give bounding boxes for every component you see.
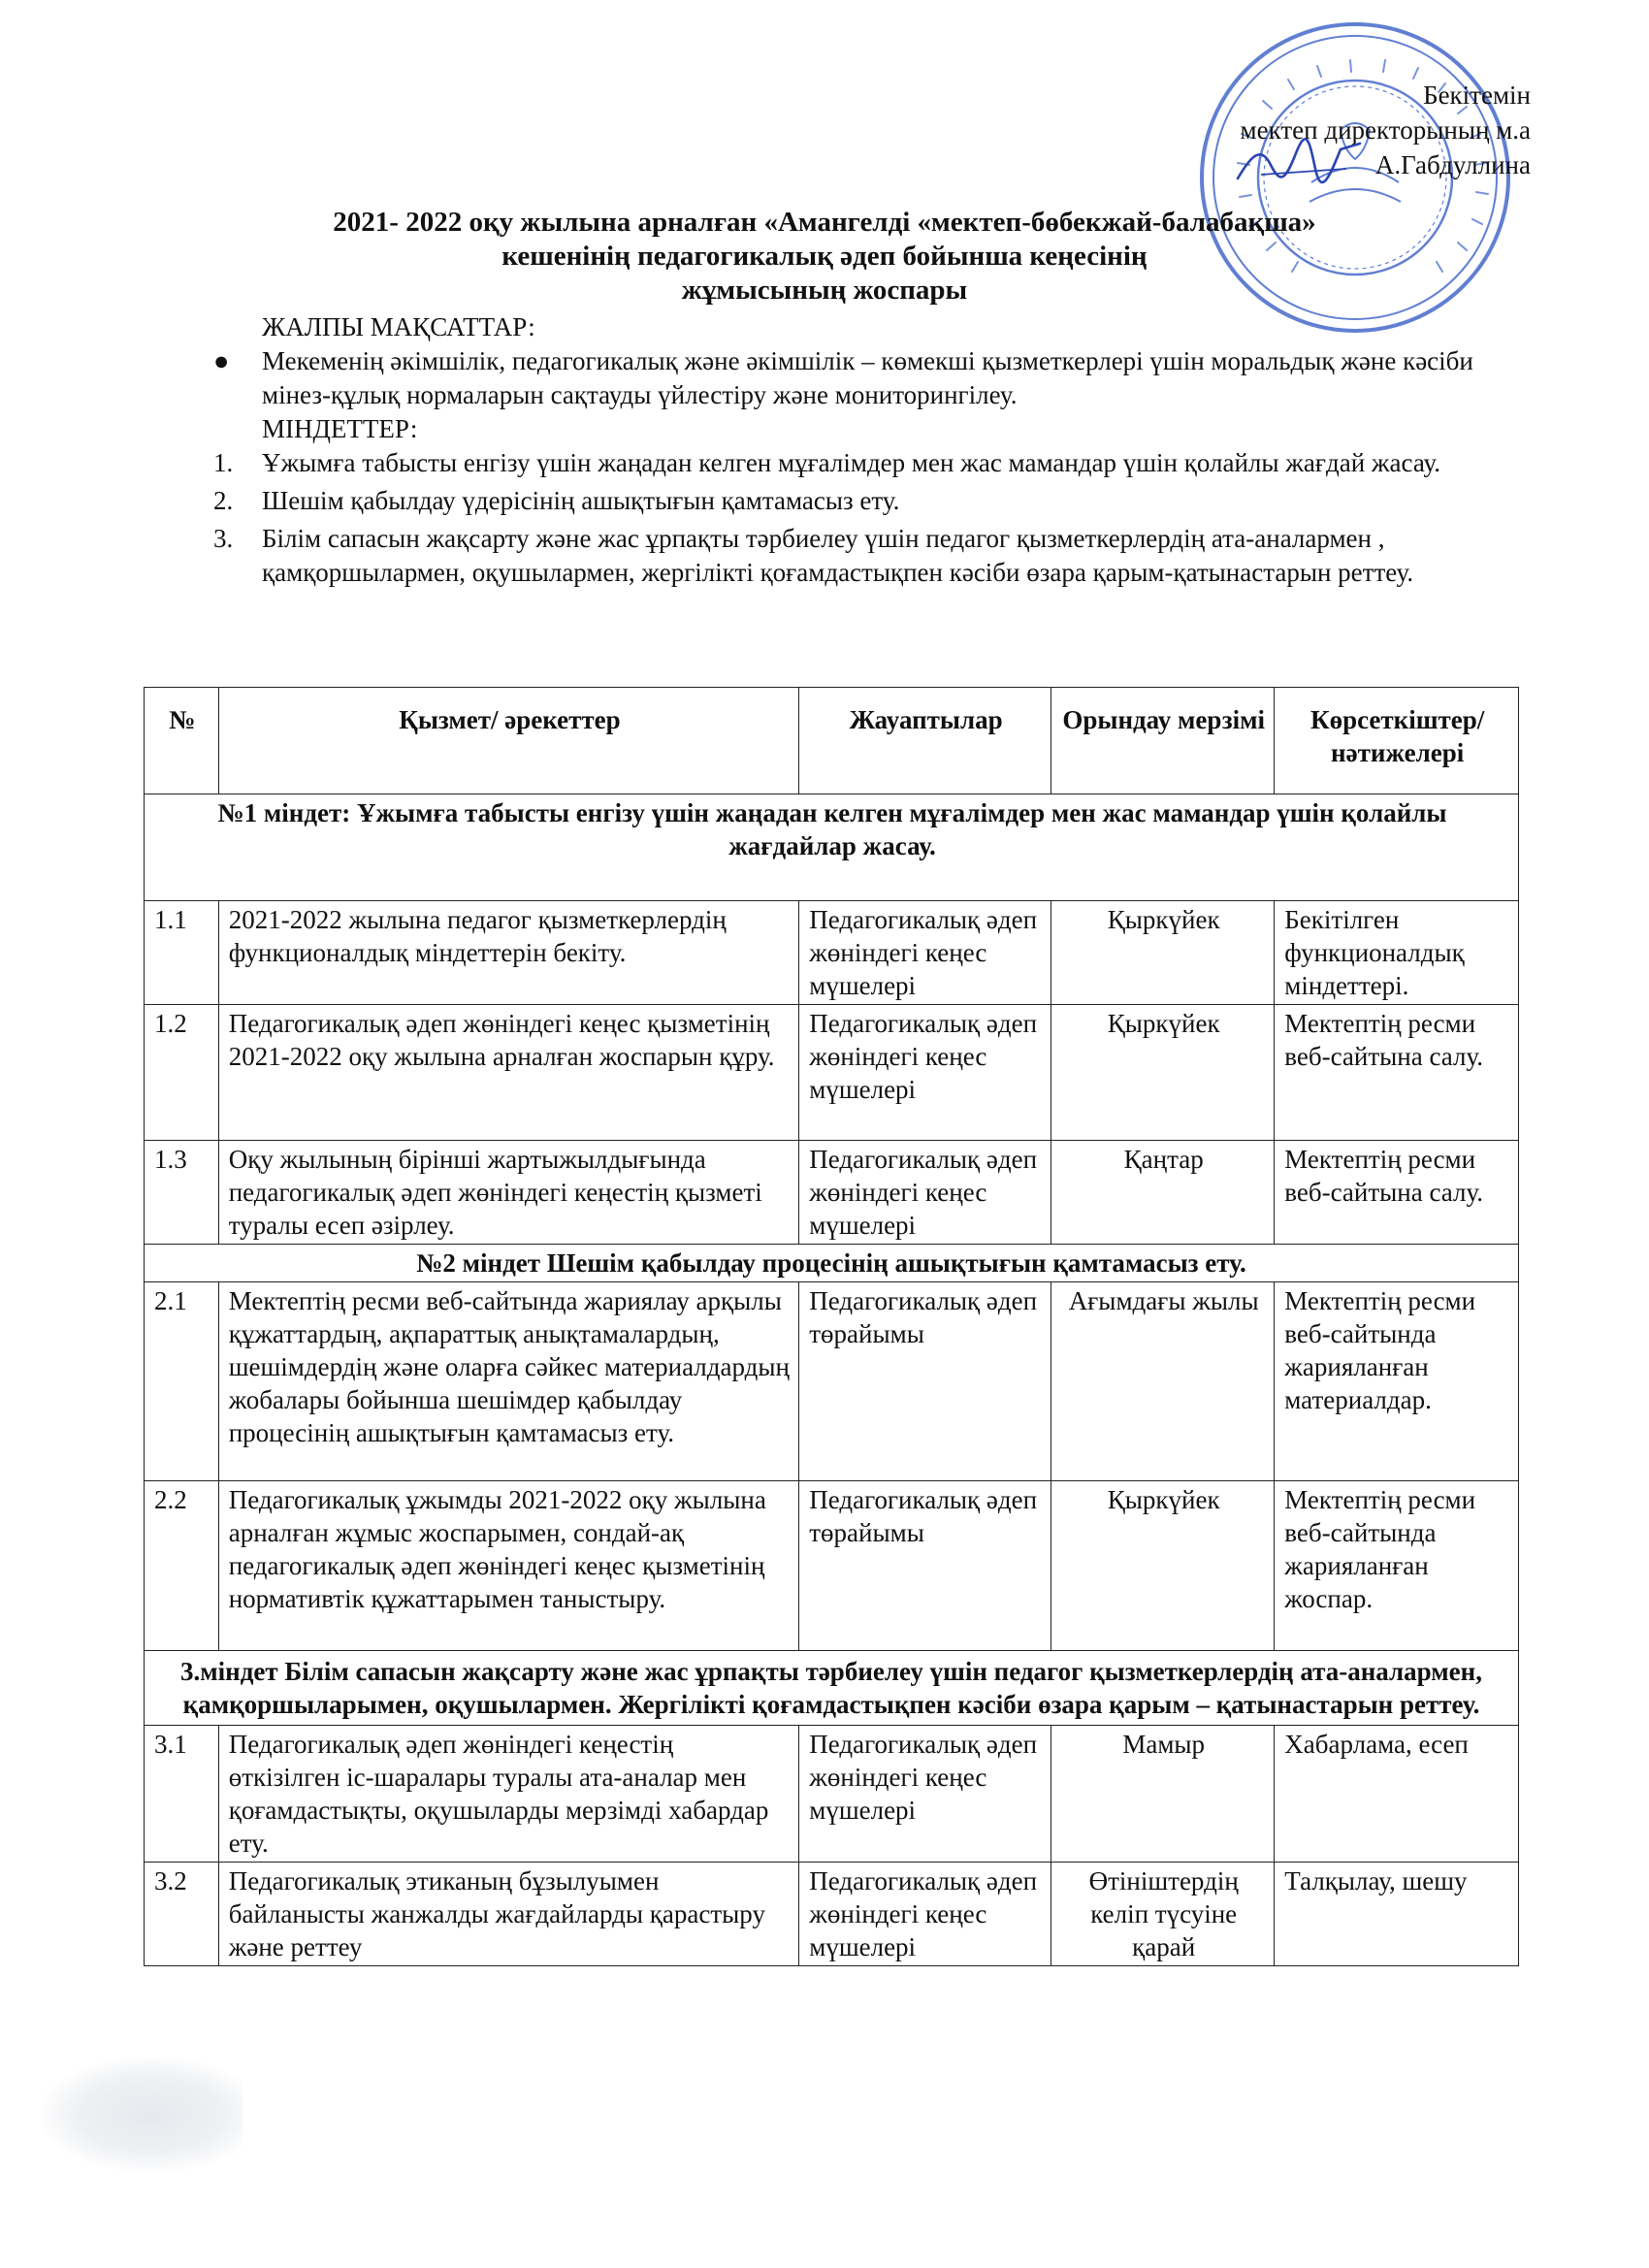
row-activity: Педагогикалық әдеп жөніндегі кеңес қызметінің 2021-2022 оқу жылына арналған жоспарын құру.: [218, 1005, 799, 1141]
goals-section: [194, 310, 1513, 594]
task-text: Шешім қабылдау үдерісінің ашықтығын қамтамасыз ету.: [262, 486, 900, 515]
header-activity: Қызмет/ әрекеттер: [218, 688, 799, 794]
row-number: 2.1: [145, 1282, 219, 1481]
title-line-3: жұмысының жоспары: [681, 275, 968, 306]
header-term: Орындау мерзімі: [1051, 688, 1275, 794]
row-activity: Педагогикалық әдеп жөніндегі кеңестің өткізілген іс-шаралары туралы ата-аналар мен қоғамдастықты, оқушыларды мерзімді хабардар ету.: [218, 1726, 799, 1863]
row-term: Ағымдағы жылы: [1051, 1282, 1275, 1481]
approval-label: Бекітемін: [1423, 81, 1531, 110]
bullet-icon: ●: [213, 346, 230, 375]
task-row: [145, 794, 1519, 901]
task-item: [194, 446, 1513, 480]
goals-heading: ЖАЛПЫ МАҚСАТТАР:: [262, 312, 535, 341]
row-term: Қыркүйек: [1051, 1481, 1275, 1651]
header-number: №: [145, 688, 219, 794]
row-term: Өтініштердің келіп түсуіне қарай: [1051, 1863, 1275, 1966]
task-text: Білім сапасын жақсарту және жас ұрпақты тәрбиелеу үшін педагог қызметкерлердің ата-аналармен , қамқоршылармен, оқушылармен, жергілікті қоғамдастықпен кәсіби өзара қарым-қатынастарын реттеу.: [262, 524, 1414, 587]
work-plan-table: [144, 687, 1519, 1966]
row-responsible: Педагогикалық әдеп жөніндегі кеңес мүшелері: [799, 1863, 1051, 1966]
task-1-heading: №1 міндет: Ұжымға табысты енгізу үшін жаңадан келген мұғалімдер мен жас мамандар үшін қолайлы жағдайлар жасау.: [145, 794, 1519, 901]
row-activity: Педагогикалық этиканың бұзылуымен байланысты жанжалды жағдайларды қарастыру және реттеу: [218, 1863, 799, 1966]
task-number: 3.: [213, 524, 234, 553]
title-line-2: кешенінің педагогикалық әдеп бойынша кеңесінің: [501, 241, 1148, 272]
table-header-row: [145, 688, 1519, 794]
header-result: Көрсеткіштер/ нәтижелері: [1275, 688, 1519, 794]
row-result: Мектептің ресми веб-сайтында жарияланған материалдар.: [1275, 1282, 1519, 1481]
row-term: Қыркүйек: [1051, 901, 1275, 1005]
task-number: 1.: [213, 448, 234, 477]
row-term: Қыркүйек: [1051, 1005, 1275, 1141]
task-text: Ұжымға табысты енгізу үшін жаңадан келген мұғалімдер мен жас мамандар үшін қолайлы жағдай жасау.: [262, 448, 1441, 477]
row-number: 1.1: [145, 901, 219, 1005]
row-number: 1.2: [145, 1005, 219, 1141]
table-row: [145, 901, 1519, 1005]
row-responsible: Педагогикалық әдеп жөніндегі кеңес мүшелері: [799, 1005, 1051, 1141]
row-term: Қаңтар: [1051, 1141, 1275, 1245]
row-term: Мамыр: [1051, 1726, 1275, 1863]
row-responsible: Педагогикалық әдеп жөніндегі кеңес мүшелері: [799, 901, 1051, 1005]
row-number: 2.2: [145, 1481, 219, 1651]
table-row: [145, 1282, 1519, 1481]
director-signature: [1232, 136, 1368, 188]
row-activity: 2021-2022 жылына педагог қызметкерлердің функционалдық міндеттерін бекіту.: [218, 901, 799, 1005]
row-result: Мектептің ресми веб-сайтына салу.: [1275, 1141, 1519, 1245]
row-responsible: Педагогикалық әдеп жөніндегі кеңес мүшелері: [799, 1726, 1051, 1863]
task-row: [145, 1651, 1519, 1726]
table-row: [145, 1481, 1519, 1651]
task-3-heading: 3.міндет Білім сапасын жақсарту және жас ұрпақты тәрбиелеу үшін педагог қызметкерлердің ата-аналармен, қамқоршыларымен, оқушылармен. Жергілікті қоғамдастықпен кәсіби өзара қарым – қатынастарын реттеу.: [145, 1651, 1519, 1726]
row-number: 3.2: [145, 1863, 219, 1966]
row-result: Хабарлама, есеп: [1275, 1726, 1519, 1863]
row-activity: Мектептің ресми веб-сайтында жариялау арқылы құжаттардың, ақпараттық анықтамалардың, шешімдердің және оларға сәйкес материалдардың жобалары бойынша шешімдер қабылдау процесінің ашықтығын қамтамасыз ету.: [218, 1282, 799, 1481]
row-number: 3.1: [145, 1726, 219, 1863]
tasks-heading: МІНДЕТТЕР:: [262, 414, 418, 443]
tasks-list: [194, 446, 1513, 590]
table-row: [145, 1141, 1519, 1245]
row-responsible: Педагогикалық әдеп жөніндегі кеңес мүшелері: [799, 1141, 1051, 1245]
row-responsible: Педагогикалық әдеп төрайымы: [799, 1481, 1051, 1651]
table-row: [145, 1005, 1519, 1141]
row-result: Талқылау, шешу: [1275, 1863, 1519, 1966]
row-responsible: Педагогикалық әдеп төрайымы: [799, 1282, 1051, 1481]
goal-text: Мекеменің әкімшілік, педагогикалық және әкімшілік – көмекші қызметкерлері үшін моральдық және кәсіби мінез-құлық нормаларын сақтауды үйлестіру және мониторингілеу.: [262, 346, 1473, 409]
task-item: [194, 484, 1513, 518]
scan-smudge: [39, 2057, 242, 2173]
row-activity: Оқу жылының бірінші жартыжылдығында педагогикалық әдеп жөніндегі кеңестің қызметі туралы есеп әзірлеу.: [218, 1141, 799, 1245]
document-title: [213, 206, 1436, 308]
row-result: Мектептің ресми веб-сайтында жарияланған жоспар.: [1275, 1481, 1519, 1651]
title-line-1: 2021- 2022 оқу жылына арналған «Амангелді «мектеп-бөбекжай-балабақша»: [333, 207, 1316, 238]
task-item: [194, 522, 1513, 590]
header-responsible: Жауаптылар: [799, 688, 1051, 794]
goal-item: [194, 344, 1513, 412]
task-row: [145, 1245, 1519, 1282]
task-2-heading: №2 міндет Шешім қабылдау процесінің ашықтығын қамтамасыз ету.: [145, 1245, 1519, 1282]
row-result: Мектептің ресми веб-сайтына салу.: [1275, 1005, 1519, 1141]
row-number: 1.3: [145, 1141, 219, 1245]
row-activity: Педагогикалық ұжымды 2021-2022 оқу жылына арналған жұмыс жоспарымен, сондай-ақ педагогикалық әдеп жөніндегі кеңес қызметінің нормативтік құжаттарымен таныстыру.: [218, 1481, 799, 1651]
table-row: [145, 1726, 1519, 1863]
row-result: Бекітілген функционалдық міндеттері.: [1275, 901, 1519, 1005]
task-number: 2.: [213, 486, 234, 515]
table-row: [145, 1863, 1519, 1966]
approval-position: мектеп директорының м.а: [1240, 115, 1531, 145]
approval-signatory: А.Габдуллина: [1374, 150, 1531, 179]
